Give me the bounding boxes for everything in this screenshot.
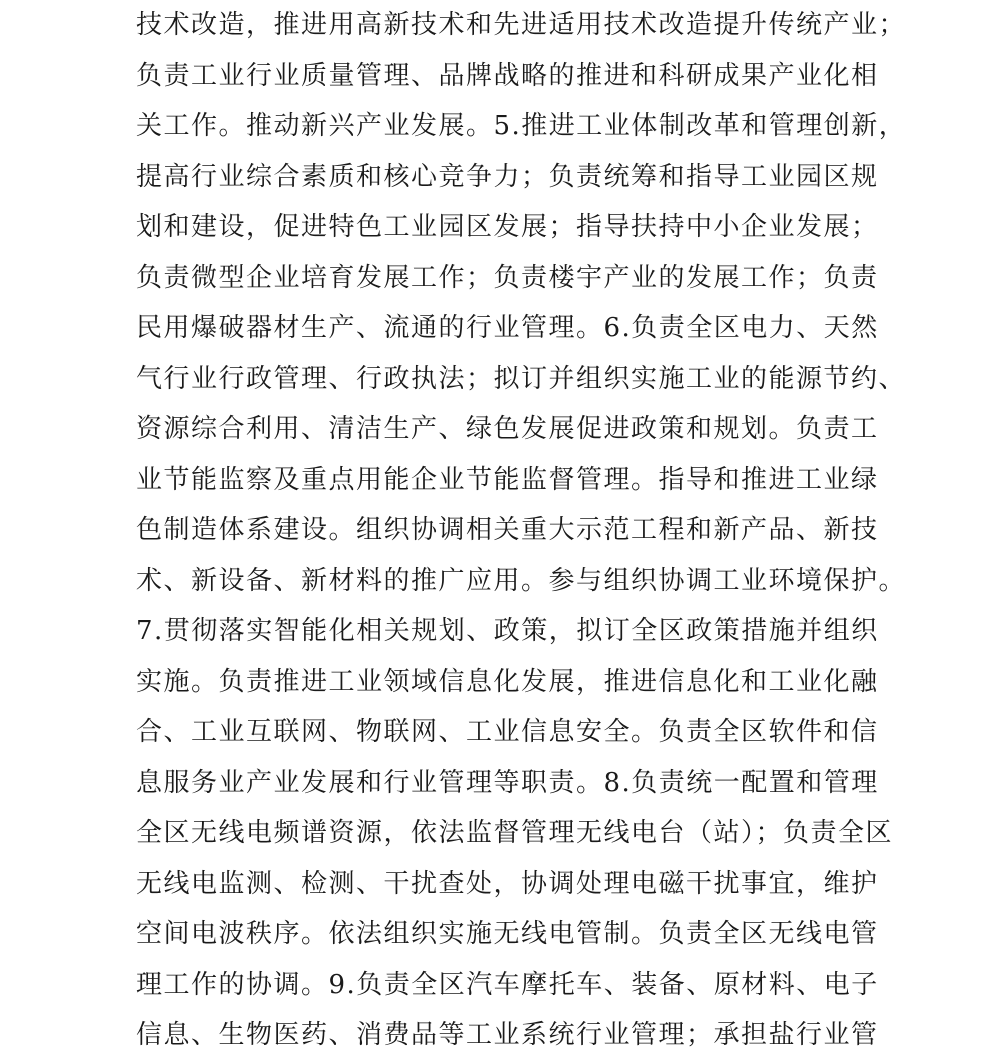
text-line: 术、新设备、新材料的推广应用。参与组织协调工业环境保护。 — [136, 565, 907, 596]
text-line: 业节能监察及重点用能企业节能监督管理。指导和推进工业绿 — [136, 464, 879, 495]
text-line: 技术改造，推进用高新技术和先进适用技术改造提升传统产业； — [136, 10, 907, 40]
text-line: 色制造体系建设。组织协调相关重大示范工程和新产品、新技 — [136, 515, 879, 545]
text-line: 空间电波秩序。依法组织实施无线电管制。负责全区无线电管 — [136, 919, 879, 949]
text-line: 提高行业综合素质和核心竞争力；负责统筹和指导工业园区规 — [136, 161, 879, 192]
text-line: 理工作的协调。9.负责全区汽车摩托车、装备、原材料、电子 — [136, 969, 879, 1000]
text-line: 资源综合利用、清洁生产、绿色发展促进政策和规划。负责工 — [136, 414, 879, 444]
text-line: 民用爆破器材生产、流通的行业管理。6.负责全区电力、天然 — [136, 313, 879, 343]
text-line: 合、工业互联网、物联网、工业信息安全。负责全区软件和信 — [136, 717, 879, 747]
text-line: 无线电监测、检测、干扰查处，协调处理电磁干扰事宜，维护 — [136, 868, 879, 899]
text-line: 7.贯彻落实智能化相关规划、政策，拟订全区政策措施并组织 — [136, 616, 879, 646]
text-line: 信息、生物医药、消费品等工业系统行业管理；承担盐行业管 — [136, 1020, 879, 1050]
text-line: 气行业行政管理、行政执法；拟订并组织实施工业的能源节约、 — [136, 363, 907, 394]
text-line: 全区无线电频谱资源，依法监督管理无线电台（站）；负责全区 — [136, 818, 894, 848]
text-line: 负责微型企业培育发展工作；负责楼宇产业的发展工作；负责 — [136, 262, 879, 293]
text-line: 负责工业行业质量管理、品牌战略的推进和科研成果产业化相 — [136, 60, 879, 91]
document-body — [136, 0, 907, 1061]
text-line: 关工作。推动新兴产业发展。5.推进工业体制改革和管理创新， — [136, 111, 907, 141]
text-line: 实施。负责推进工业领域信息化发展，推进信息化和工业化融 — [136, 666, 879, 697]
text-line: 息服务业产业发展和行业管理等职责。8.负责统一配置和管理 — [136, 767, 879, 798]
text-line: 划和建设，促进特色工业园区发展；指导扶持中小企业发展； — [136, 212, 879, 242]
